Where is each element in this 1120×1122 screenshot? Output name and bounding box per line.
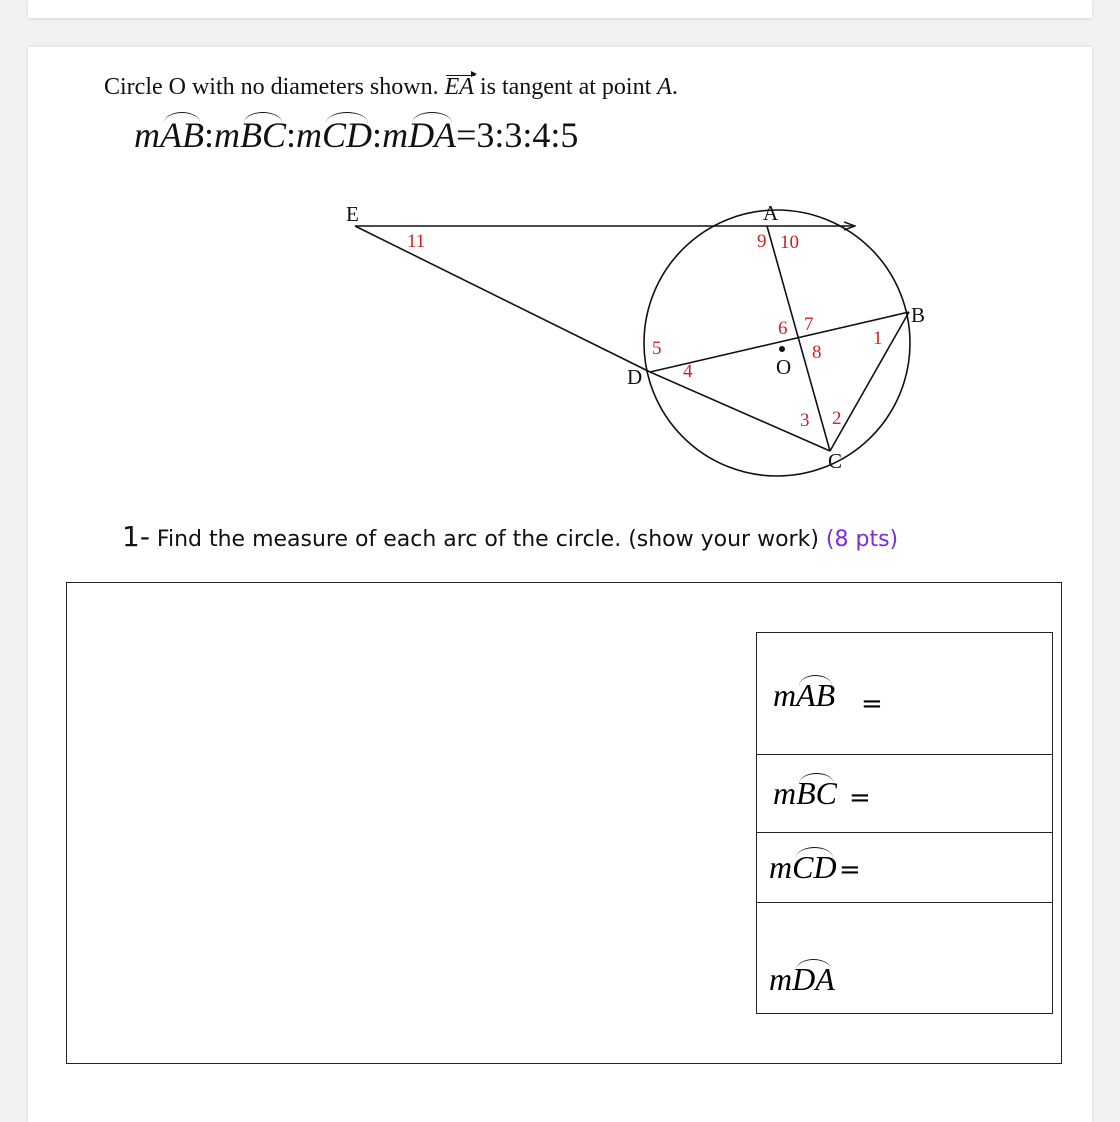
point-label-o: O (776, 355, 792, 379)
ratio-m-1: m (134, 115, 160, 155)
statement-end: . (671, 74, 678, 100)
question-number: 1- (122, 520, 150, 553)
angle-label-4: 4 (683, 361, 693, 382)
point-label-e: E (346, 202, 359, 226)
question-1 (122, 520, 898, 553)
angle-label-1: 1 (873, 328, 883, 349)
ratio-arc-ab: AB (160, 115, 204, 155)
statement-pre: Circle O with no diameters shown. (104, 74, 445, 100)
statement-post: is tangent at point (473, 74, 658, 100)
ratio-values: 3:3:4:5 (476, 115, 579, 155)
ratio-arc-cd: CD (322, 115, 373, 155)
question-text: Find the measure of each arc of the circle. (show your work) (149, 527, 826, 552)
question-points: (8 pts) (825, 527, 899, 552)
ratio-sep-3: : (372, 115, 383, 155)
angle-label-7: 7 (804, 314, 814, 335)
secant-ed (355, 226, 650, 372)
center-dot (779, 346, 785, 352)
ratio-m-3: m (296, 115, 323, 155)
point-label-d: D (627, 365, 643, 389)
arc-answer-table (756, 632, 1053, 1014)
angle-label-11: 11 (407, 231, 426, 252)
ratio-arc-da: DA (408, 115, 457, 155)
angle-label-3: 3 (800, 410, 810, 431)
answer-label-cd: mCD (769, 849, 837, 885)
point-label-b: B (911, 303, 926, 327)
ratio-sep-2: : (286, 115, 297, 155)
point-label-c: C (828, 449, 843, 473)
angle-label-10: 10 (780, 232, 799, 253)
answer-label-da: mDA (769, 961, 835, 997)
answer-row-ab[interactable] (757, 633, 1052, 755)
chord-bc (830, 312, 909, 451)
answer-eq-ab: = (861, 689, 883, 719)
ratio-equals: = (456, 115, 477, 155)
ray-ea-label: EA (444, 74, 474, 100)
ratio-m-2: m (214, 115, 240, 155)
ratio-sep-1: : (203, 115, 214, 155)
angle-label-8: 8 (812, 342, 822, 363)
answer-row-da[interactable] (757, 903, 1052, 1013)
point-label-a: A (763, 201, 779, 225)
circle-diagram (0, 0, 1120, 500)
ratio-arc-bc: BC (240, 115, 287, 155)
answer-row-cd[interactable] (757, 833, 1052, 903)
angle-label-9: 9 (757, 231, 767, 252)
ratio-m-4: m (382, 115, 409, 155)
answer-eq-bc: = (849, 783, 871, 813)
angle-label-5: 5 (652, 338, 662, 359)
angle-label-2: 2 (832, 408, 842, 429)
angle-label-6: 6 (778, 318, 788, 339)
tangent-point: A (657, 74, 672, 100)
answer-eq-cd: = (839, 855, 861, 885)
answer-label-bc: mBC (773, 775, 837, 811)
chord-ac (767, 226, 830, 451)
answer-label-ab: mAB (773, 677, 836, 713)
answer-row-bc[interactable] (757, 755, 1052, 833)
